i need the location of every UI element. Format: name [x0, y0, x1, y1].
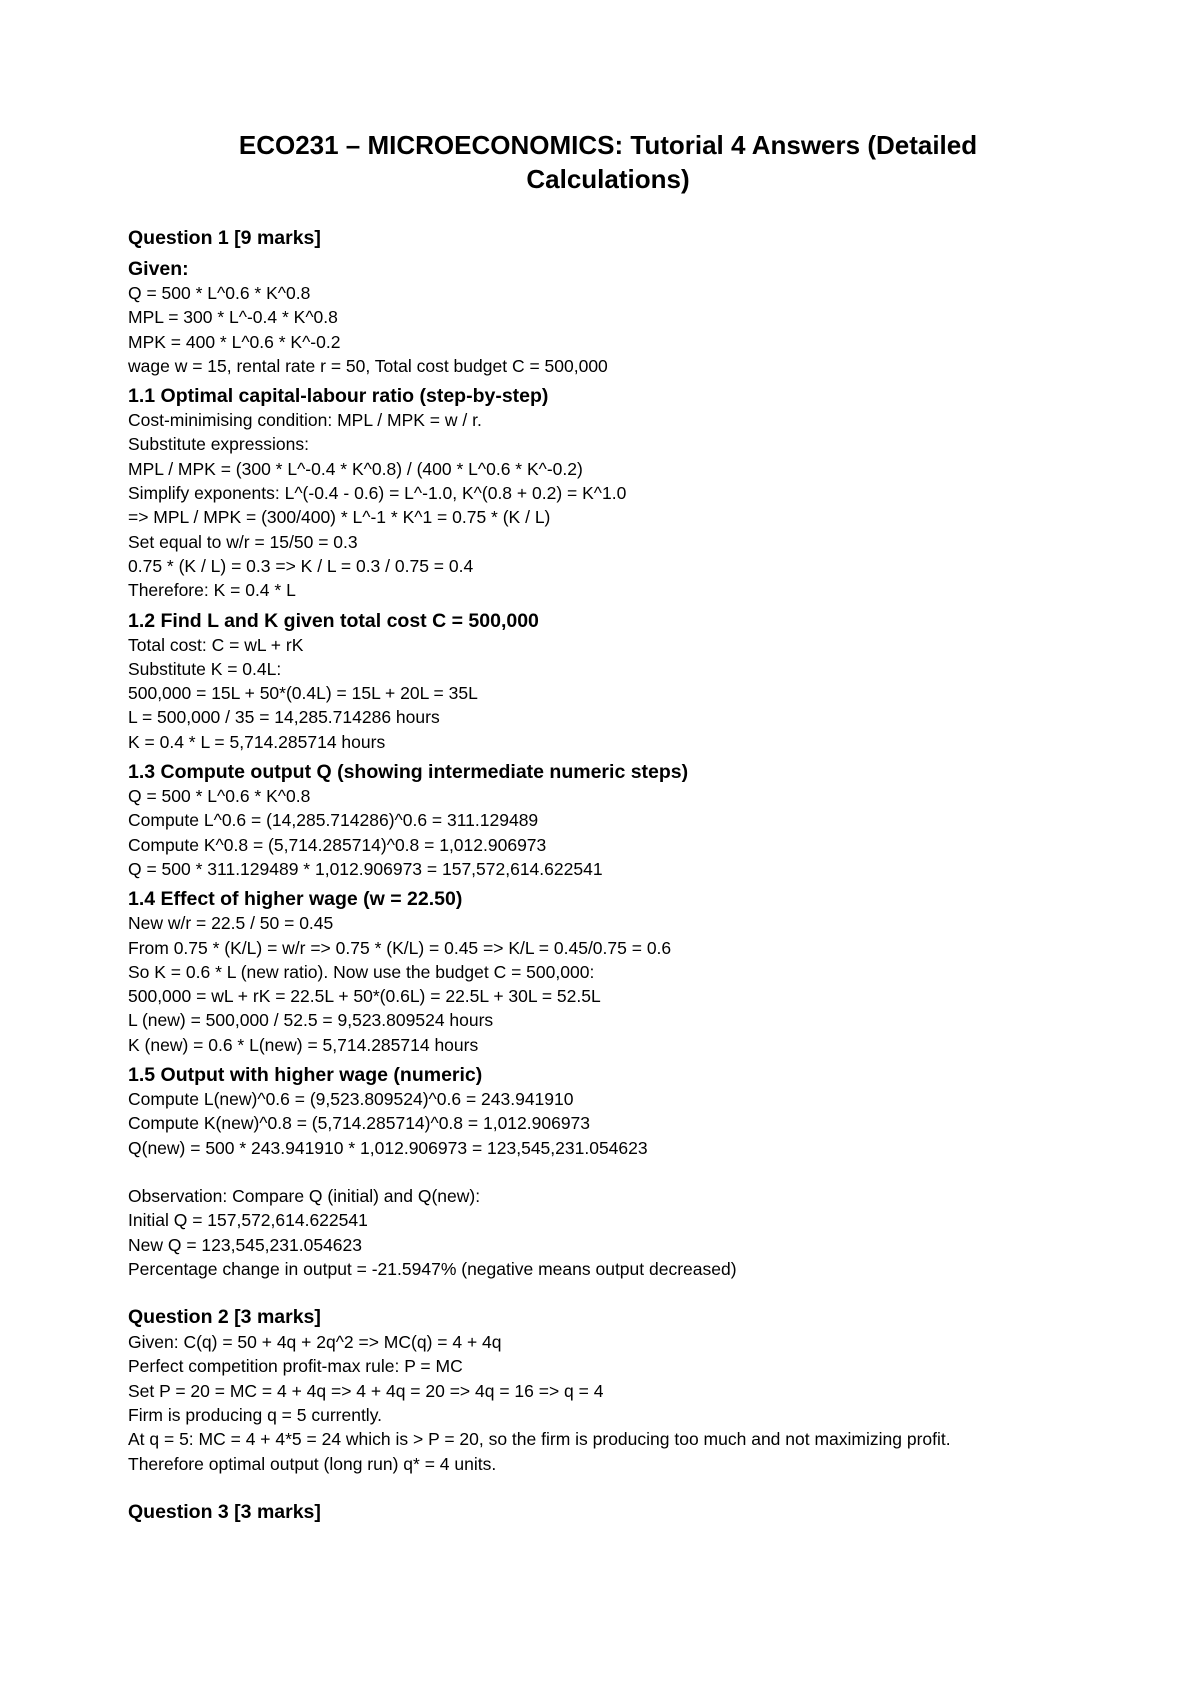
calc-line: Cost-minimising condition: MPL / MPK = w / r. — [128, 410, 482, 431]
calc-line: Therefore optimal output (long run) q* = 4 units. — [128, 1453, 497, 1474]
document-page — [128, 128, 1088, 1525]
title-line-1: ECO231 – MICROECONOMICS: Tutorial 4 Answers (Detailed — [238, 130, 978, 160]
calc-line: Therefore: K = 0.4 * L — [128, 580, 296, 601]
calc-line: => MPL / MPK = (300/400) * L^-1 * K^1 = 0.75 * (K / L) — [128, 507, 551, 528]
calc-line: Set equal to w/r = 15/50 = 0.3 — [128, 531, 358, 552]
given-line: MPL = 300 * L^-0.4 * K^0.8 — [128, 307, 338, 328]
observation-block — [128, 1184, 1088, 1281]
calc-line: Substitute K = 0.4L: — [128, 658, 282, 679]
section-1-5-heading: 1.5 Output with higher wage (numeric) — [128, 1064, 483, 1087]
calc-line: Total cost: C = wL + rK — [128, 634, 304, 655]
calc-line: New w/r = 22.5 / 50 = 0.45 — [128, 913, 334, 934]
calc-line: K = 0.4 * L = 5,714.285714 hours — [128, 731, 386, 752]
given-label: Given: — [128, 258, 189, 280]
section-1-4-heading: 1.4 Effect of higher wage (w = 22.50) — [128, 888, 463, 911]
given-line: MPK = 400 * L^0.6 * K^-0.2 — [128, 331, 341, 352]
calc-line: Compute L^0.6 = (14,285.714286)^0.6 = 311.129489 — [128, 810, 539, 831]
calc-line: Compute L(new)^0.6 = (9,523.809524)^0.6 = 243.941910 — [128, 1089, 574, 1110]
calc-line: Given: C(q) = 50 + 4q + 2q^2 => MC(q) = 4 + 4q — [128, 1332, 502, 1353]
calc-line: L (new) = 500,000 / 52.5 = 9,523.809524 hours — [128, 1010, 494, 1031]
section-1-3-body — [128, 784, 1088, 881]
section-1-2-body — [128, 633, 1088, 754]
calc-line: Substitute expressions: — [128, 434, 309, 455]
given-block — [128, 281, 1088, 378]
section-1-1-body — [128, 408, 1088, 602]
section-1-1-heading: 1.1 Optimal capital-labour ratio (step-by-step) — [128, 385, 549, 408]
calc-line: Q = 500 * 311.129489 * 1,012.906973 = 157,572,614.622541 — [128, 858, 603, 879]
section-1-5-body — [128, 1087, 1088, 1160]
calc-line: At q = 5: MC = 4 + 4*5 = 24 which is > P = 20, so the firm is producing too much and not maximizing profit. — [128, 1429, 951, 1450]
calc-line: L = 500,000 / 35 = 14,285.714286 hours — [128, 707, 440, 728]
calc-line: 500,000 = wL + rK = 22.5L + 50*(0.6L) = 22.5L + 30L = 52.5L — [128, 986, 601, 1007]
document-title — [128, 128, 1088, 196]
title-line-2: Calculations) — [526, 164, 690, 194]
calc-line: Q(new) = 500 * 243.941910 * 1,012.906973 = 123,545,231.054623 — [128, 1137, 648, 1158]
calc-line: Compute K^0.8 = (5,714.285714)^0.8 = 1,012.906973 — [128, 834, 547, 855]
calc-line: Compute K(new)^0.8 = (5,714.285714)^0.8 = 1,012.906973 — [128, 1113, 591, 1134]
question-2-body — [128, 1330, 1088, 1476]
question-2-heading: Question 2 [3 marks] — [128, 1306, 321, 1329]
question-3-heading: Question 3 [3 marks] — [128, 1500, 321, 1523]
section-1-3-heading: 1.3 Compute output Q (showing intermediate numeric steps) — [128, 761, 689, 784]
calc-line: Firm is producing q = 5 currently. — [128, 1404, 383, 1425]
calc-line: Set P = 20 = MC = 4 + 4q => 4 + 4q = 20 => 4q = 16 => q = 4 — [128, 1380, 604, 1401]
observation-line: New Q = 123,545,231.054623 — [128, 1234, 363, 1255]
observation-line: Observation: Compare Q (initial) and Q(new): — [128, 1185, 481, 1206]
observation-line: Initial Q = 157,572,614.622541 — [128, 1210, 368, 1231]
section-1-4-body — [128, 911, 1088, 1057]
given-line: wage w = 15, rental rate r = 50, Total cost budget C = 500,000 — [128, 355, 608, 376]
calc-line: 500,000 = 15L + 50*(0.4L) = 15L + 20L = 35L — [128, 683, 478, 704]
calc-line: From 0.75 * (K/L) = w/r => 0.75 * (K/L) = 0.45 => K/L = 0.45/0.75 = 0.6 — [128, 937, 672, 958]
calc-line: MPL / MPK = (300 * L^-0.4 * K^0.8) / (400 * L^0.6 * K^-0.2) — [128, 458, 583, 479]
calc-line: K (new) = 0.6 * L(new) = 5,714.285714 hours — [128, 1034, 479, 1055]
section-1-2-heading: 1.2 Find L and K given total cost C = 500,000 — [128, 609, 539, 632]
question-1-heading: Question 1 [9 marks] — [128, 227, 321, 249]
calc-line: Perfect competition profit-max rule: P = MC — [128, 1356, 463, 1377]
calc-line: 0.75 * (K / L) = 0.3 => K / L = 0.3 / 0.75 = 0.4 — [128, 555, 474, 576]
calc-line: Q = 500 * L^0.6 * K^0.8 — [128, 786, 311, 807]
calc-line: So K = 0.6 * L (new ratio). Now use the budget C = 500,000: — [128, 961, 595, 982]
calc-line: Simplify exponents: L^(-0.4 - 0.6) = L^-1.0, K^(0.8 + 0.2) = K^1.0 — [128, 483, 627, 504]
observation-line: Percentage change in output = -21.5947% (negative means output decreased) — [128, 1258, 737, 1279]
given-line: Q = 500 * L^0.6 * K^0.8 — [128, 283, 311, 303]
